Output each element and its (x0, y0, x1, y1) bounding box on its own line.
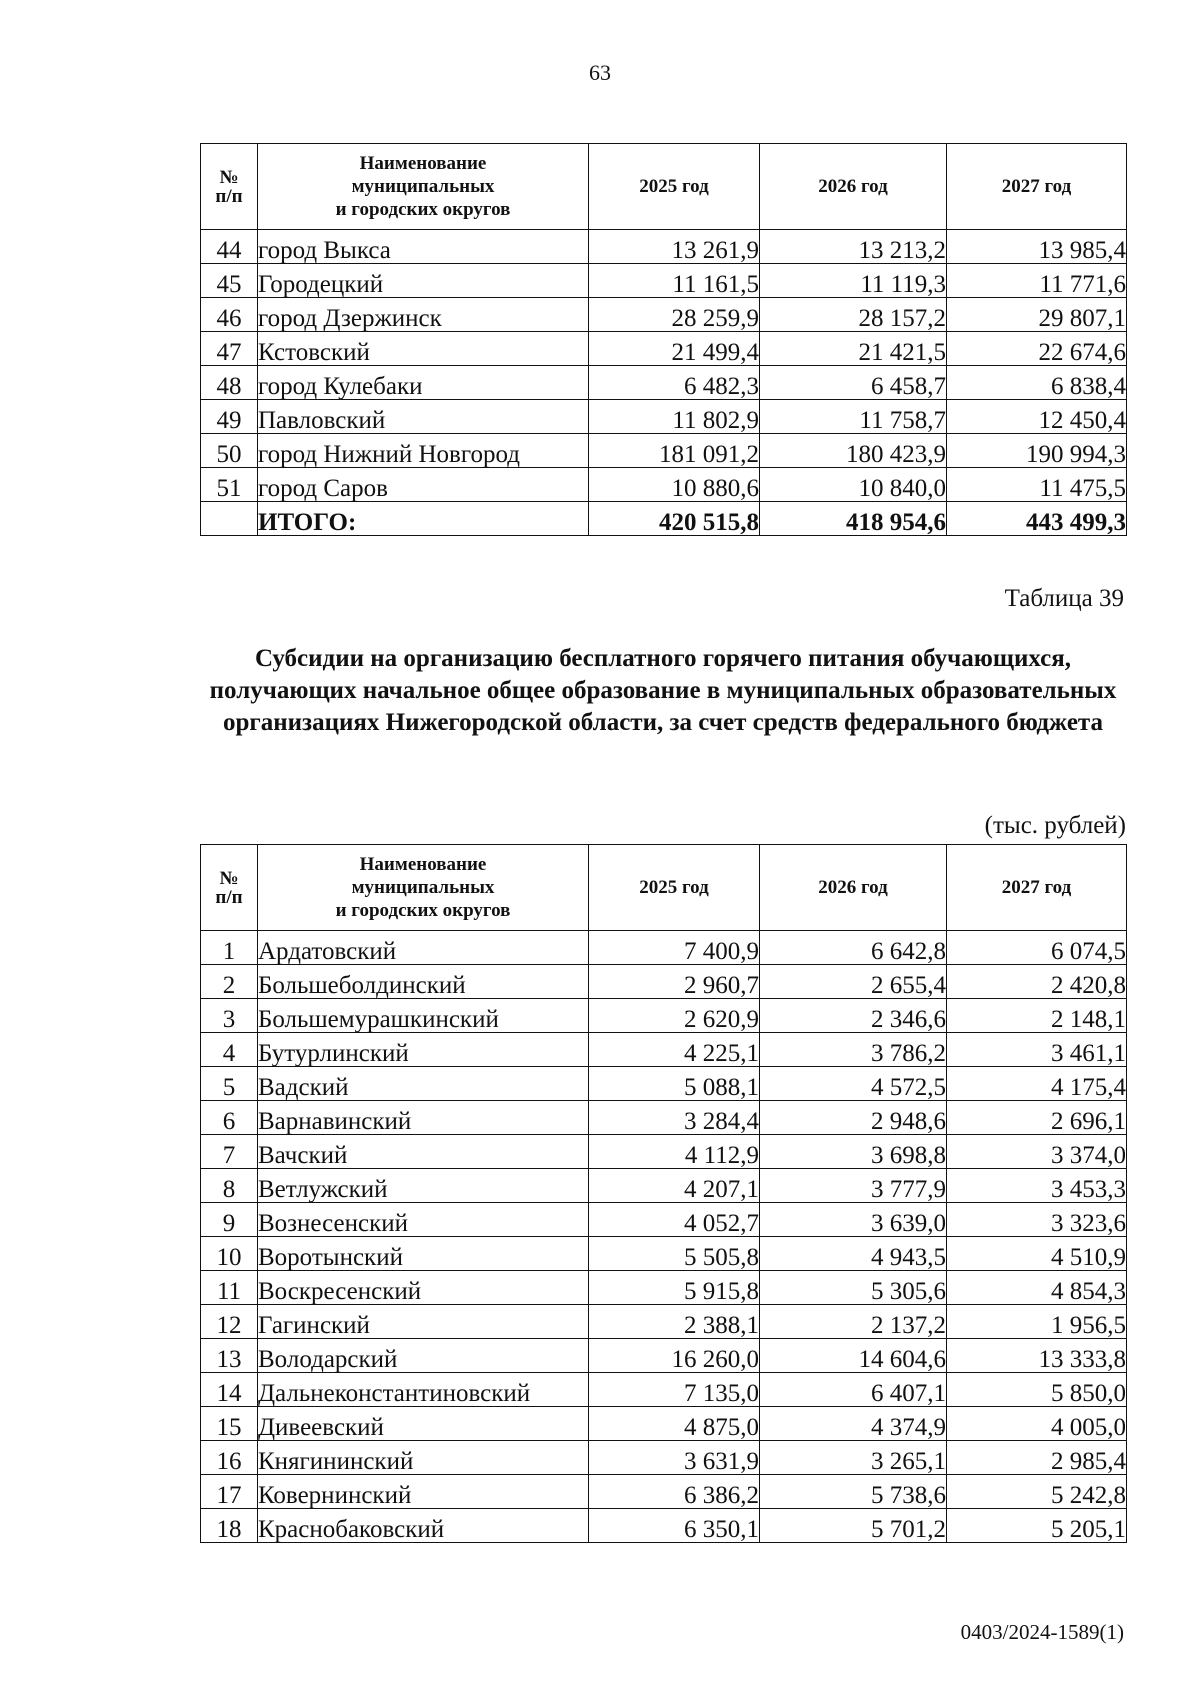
row-number: 47 (201, 332, 258, 366)
table-row (201, 1101, 1127, 1135)
row-value-2026: 2 948,6 (760, 1101, 947, 1135)
row-number: 2 (201, 965, 258, 999)
table-row (201, 366, 1127, 400)
row-number: 44 (201, 230, 258, 264)
total-value-2026: 418 954,6 (760, 502, 947, 536)
row-value-2027: 5 242,8 (947, 1475, 1127, 1509)
row-value-2025: 6 350,1 (589, 1509, 760, 1543)
row-value-2027: 2 420,8 (947, 965, 1127, 999)
row-value-2025: 4 875,0 (589, 1407, 760, 1441)
row-number: 6 (201, 1101, 258, 1135)
row-value-2026: 3 698,8 (760, 1135, 947, 1169)
header-2026: 2026 год (760, 845, 947, 931)
header-num (201, 845, 258, 931)
total-num-blank (201, 502, 258, 536)
row-value-2027: 22 674,6 (947, 332, 1127, 366)
row-value-2026: 2 655,4 (760, 965, 947, 999)
table-row (201, 1475, 1127, 1509)
row-value-2026: 4 943,5 (760, 1237, 947, 1271)
row-value-2026: 4 572,5 (760, 1067, 947, 1101)
row-value-2025: 11 161,5 (589, 264, 760, 298)
row-value-2027: 190 994,3 (947, 434, 1127, 468)
row-value-2026: 14 604,6 (760, 1339, 947, 1373)
table-row (201, 1407, 1127, 1441)
page-number: 63 (589, 60, 611, 85)
row-number: 16 (201, 1441, 258, 1475)
row-number: 14 (201, 1373, 258, 1407)
row-value-2026: 2 346,6 (760, 999, 947, 1033)
table-row (201, 1271, 1127, 1305)
row-value-2025: 4 225,1 (589, 1033, 760, 1067)
header-2026: 2026 год (760, 144, 947, 230)
row-number: 46 (201, 298, 258, 332)
total-value-2027: 443 499,3 (947, 502, 1127, 536)
row-name: Городецкий (258, 264, 589, 298)
table-row (201, 400, 1127, 434)
row-value-2025: 2 388,1 (589, 1305, 760, 1339)
subsidy-table-continued (200, 143, 1127, 536)
row-name: город Выкса (258, 230, 589, 264)
table-row (201, 230, 1127, 264)
row-value-2025: 5 088,1 (589, 1067, 760, 1101)
row-number: 50 (201, 434, 258, 468)
row-number: 17 (201, 1475, 258, 1509)
header-name (258, 144, 589, 230)
row-value-2025: 4 052,7 (589, 1203, 760, 1237)
row-value-2027: 3 374,0 (947, 1135, 1127, 1169)
row-value-2027: 5 850,0 (947, 1373, 1127, 1407)
row-number: 48 (201, 366, 258, 400)
row-name: Павловский (258, 400, 589, 434)
row-number: 12 (201, 1305, 258, 1339)
row-value-2027: 1 956,5 (947, 1305, 1127, 1339)
table-row (201, 1033, 1127, 1067)
row-value-2025: 11 802,9 (589, 400, 760, 434)
row-value-2027: 12 450,4 (947, 400, 1127, 434)
table-row (201, 1509, 1127, 1543)
row-value-2025: 16 260,0 (589, 1339, 760, 1373)
subsidy-table-39 (200, 844, 1127, 1543)
row-value-2025: 181 091,2 (589, 434, 760, 468)
row-value-2026: 5 738,6 (760, 1475, 947, 1509)
row-value-2025: 10 880,6 (589, 468, 760, 502)
row-value-2027: 11 771,6 (947, 264, 1127, 298)
row-value-2025: 21 499,4 (589, 332, 760, 366)
header-2027: 2027 год (947, 144, 1127, 230)
row-number: 13 (201, 1339, 258, 1373)
row-number: 18 (201, 1509, 258, 1543)
row-value-2026: 5 701,2 (760, 1509, 947, 1543)
table-row (201, 264, 1127, 298)
row-name: Гагинский (258, 1305, 589, 1339)
row-number: 1 (201, 931, 258, 965)
row-value-2027: 2 985,4 (947, 1441, 1127, 1475)
row-number: 45 (201, 264, 258, 298)
row-name: Вознесенский (258, 1203, 589, 1237)
row-value-2025: 28 259,9 (589, 298, 760, 332)
header-name-text: Наименование муниципальных и городских округов (335, 153, 511, 220)
units-label: (тыс. рублей) (984, 812, 1126, 839)
row-value-2027: 13 333,8 (947, 1339, 1127, 1373)
header-name-text: Наименование муниципальных и городских округов (335, 854, 511, 921)
row-value-2026: 21 421,5 (760, 332, 947, 366)
row-name: Краснобаковский (258, 1509, 589, 1543)
row-value-2026: 6 642,8 (760, 931, 947, 965)
header-num (201, 144, 258, 230)
row-value-2026: 11 758,7 (760, 400, 947, 434)
table-row (201, 1203, 1127, 1237)
row-value-2026: 10 840,0 (760, 468, 947, 502)
row-name: Дальнеконстантиновский (258, 1373, 589, 1407)
table-row (201, 434, 1127, 468)
table-body (201, 931, 1127, 1543)
row-value-2025: 5 915,8 (589, 1271, 760, 1305)
row-name: Бутурлинский (258, 1033, 589, 1067)
row-value-2025: 3 284,4 (589, 1101, 760, 1135)
table-row (201, 1339, 1127, 1373)
header-2027: 2027 год (947, 845, 1127, 931)
table-caption: Таблица 39 (1004, 585, 1124, 612)
row-name: Большеболдинский (258, 965, 589, 999)
row-value-2026: 3 639,0 (760, 1203, 947, 1237)
row-value-2027: 4 005,0 (947, 1407, 1127, 1441)
row-number: 3 (201, 999, 258, 1033)
row-value-2025: 4 207,1 (589, 1169, 760, 1203)
row-name: Большемурашкинский (258, 999, 589, 1033)
row-value-2025: 5 505,8 (589, 1237, 760, 1271)
row-name: город Нижний Новгород (258, 434, 589, 468)
table-row (201, 999, 1127, 1033)
table-row (201, 1441, 1127, 1475)
row-value-2025: 7 135,0 (589, 1373, 760, 1407)
row-value-2027: 4 854,3 (947, 1271, 1127, 1305)
row-number: 51 (201, 468, 258, 502)
table-row (201, 468, 1127, 502)
row-value-2025: 7 400,9 (589, 931, 760, 965)
table-row (201, 965, 1127, 999)
row-number: 7 (201, 1135, 258, 1169)
row-name: Ветлужский (258, 1169, 589, 1203)
row-value-2026: 6 407,1 (760, 1373, 947, 1407)
row-value-2025: 2 960,7 (589, 965, 760, 999)
row-value-2027: 6 074,5 (947, 931, 1127, 965)
table-row (201, 1169, 1127, 1203)
row-value-2027: 5 205,1 (947, 1509, 1127, 1543)
row-name: Воротынский (258, 1237, 589, 1271)
table-header-row (201, 845, 1127, 931)
row-value-2027: 2 696,1 (947, 1101, 1127, 1135)
row-value-2026: 3 786,2 (760, 1033, 947, 1067)
row-value-2026: 2 137,2 (760, 1305, 947, 1339)
table-header-row (201, 144, 1127, 230)
row-value-2027: 29 807,1 (947, 298, 1127, 332)
row-name: город Дзержинск (258, 298, 589, 332)
row-value-2026: 6 458,7 (760, 366, 947, 400)
header-num-text: № п/п (215, 867, 243, 908)
row-value-2026: 180 423,9 (760, 434, 947, 468)
table-row (201, 298, 1127, 332)
header-2025: 2025 год (589, 144, 760, 230)
row-name: Ковернинский (258, 1475, 589, 1509)
total-row (201, 502, 1127, 536)
row-value-2027: 3 323,6 (947, 1203, 1127, 1237)
row-value-2027: 11 475,5 (947, 468, 1127, 502)
row-name: город Кулебаки (258, 366, 589, 400)
row-number: 15 (201, 1407, 258, 1441)
table-row (201, 1067, 1127, 1101)
header-num-text: № п/п (215, 166, 243, 207)
row-value-2025: 6 386,2 (589, 1475, 760, 1509)
table-row (201, 1305, 1127, 1339)
table-row (201, 931, 1127, 965)
row-name: Кстовский (258, 332, 589, 366)
row-value-2025: 2 620,9 (589, 999, 760, 1033)
row-value-2027: 3 453,3 (947, 1169, 1127, 1203)
row-value-2027: 4 510,9 (947, 1237, 1127, 1271)
row-number: 10 (201, 1237, 258, 1271)
row-value-2026: 11 119,3 (760, 264, 947, 298)
table-row (201, 1373, 1127, 1407)
header-2025: 2025 год (589, 845, 760, 931)
row-name: Княгининский (258, 1441, 589, 1475)
row-name: Володарский (258, 1339, 589, 1373)
row-value-2026: 13 213,2 (760, 230, 947, 264)
row-value-2027: 13 985,4 (947, 230, 1127, 264)
table-body (201, 230, 1127, 536)
row-number: 5 (201, 1067, 258, 1101)
row-value-2026: 3 265,1 (760, 1441, 947, 1475)
row-value-2025: 3 631,9 (589, 1441, 760, 1475)
row-value-2026: 28 157,2 (760, 298, 947, 332)
row-name: город Саров (258, 468, 589, 502)
row-name: Варнавинский (258, 1101, 589, 1135)
row-value-2025: 6 482,3 (589, 366, 760, 400)
row-name: Воскресенский (258, 1271, 589, 1305)
table-row (201, 1237, 1127, 1271)
table-row (201, 1135, 1127, 1169)
row-value-2026: 5 305,6 (760, 1271, 947, 1305)
row-name: Вадский (258, 1067, 589, 1101)
section-title: Субсидии на организацию бесплатного горячего питания обучающихся, получающих начальное общее образование в муниципальных образовательных организациях Нижегородской области, за счет средств федерального бюджета (209, 645, 1117, 736)
row-value-2025: 4 112,9 (589, 1135, 760, 1169)
row-number: 11 (201, 1271, 258, 1305)
table-row (201, 332, 1127, 366)
row-value-2027: 6 838,4 (947, 366, 1127, 400)
row-name: Вачский (258, 1135, 589, 1169)
row-value-2026: 4 374,9 (760, 1407, 947, 1441)
row-value-2027: 4 175,4 (947, 1067, 1127, 1101)
row-value-2025: 13 261,9 (589, 230, 760, 264)
header-name (258, 845, 589, 931)
row-value-2026: 3 777,9 (760, 1169, 947, 1203)
row-number: 9 (201, 1203, 258, 1237)
row-name: Дивеевский (258, 1407, 589, 1441)
total-value-2025: 420 515,8 (589, 502, 760, 536)
document-code: 0403/2024-1589(1) (960, 1620, 1124, 1644)
row-name: Ардатовский (258, 931, 589, 965)
row-value-2027: 3 461,1 (947, 1033, 1127, 1067)
row-number: 4 (201, 1033, 258, 1067)
row-value-2027: 2 148,1 (947, 999, 1127, 1033)
total-label: ИТОГО: (258, 502, 589, 536)
row-number: 49 (201, 400, 258, 434)
row-number: 8 (201, 1169, 258, 1203)
